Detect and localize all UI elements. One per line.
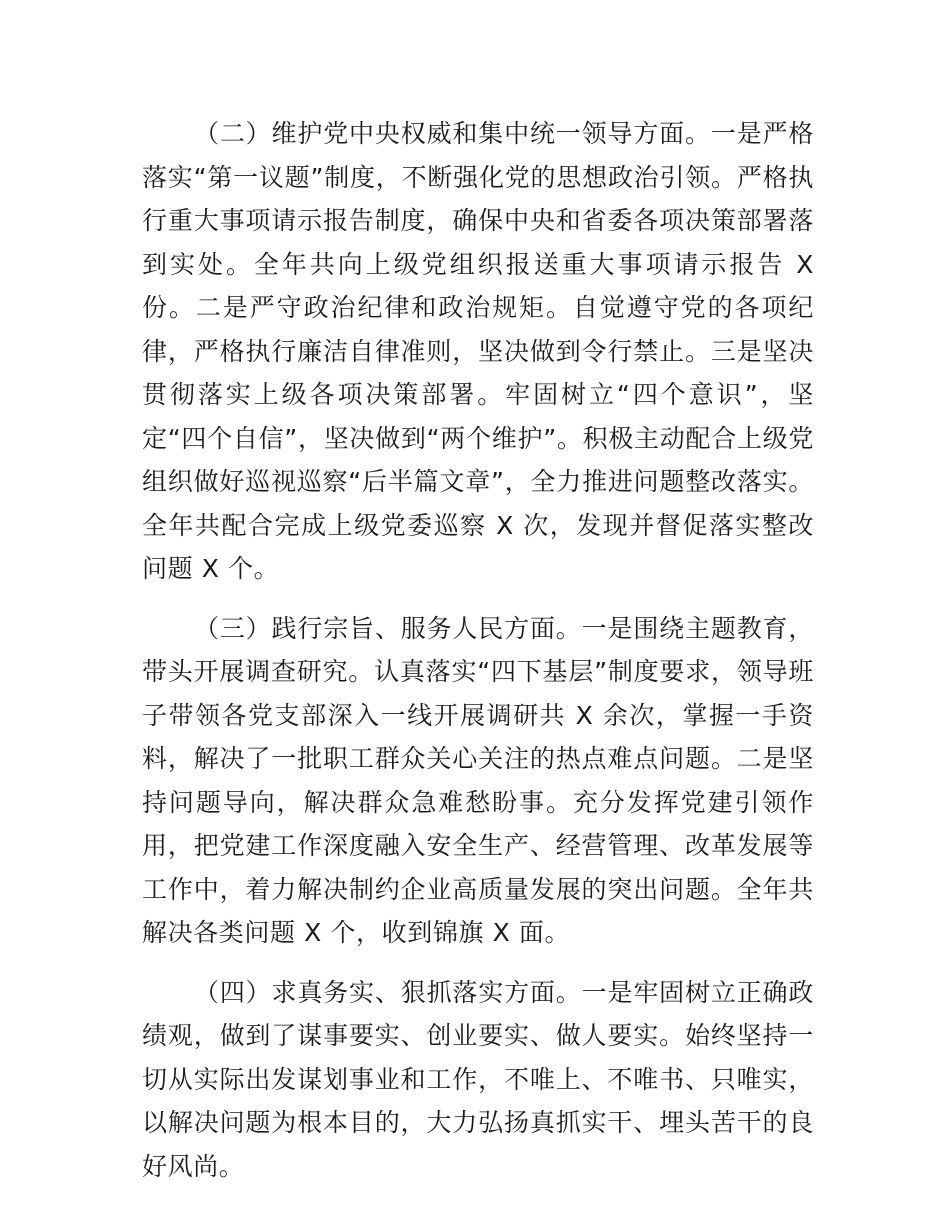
document-page	[142, 112, 814, 1204]
paragraph-practical-work: （四）求真务实、狠抓落实方面。一是牢固树立正确政绩观，做到了谋事要实、创业要实、做人要实。始终坚持一切从实际出发谋划事业和工作，不唯上、不唯书、只唯实，以解决问题为根本目的，大力弘扬真抓实干、埋头苦干的良好风尚。	[142, 977, 814, 1181]
paragraph-serving-people: （三）践行宗旨、服务人民方面。一是围绕主题教育，带头开展调查研究。认真落实“四下基层”制度要求，领导班子带领各党支部深入一线开展调研共 X 余次，掌握一手资料，解决了一批职工群众关心关注的热点难点问题。二是坚持问题导向，解决群众急难愁盼事。充分发挥党建引领作用，把党建工作深度融入安全生产、经营管理、改革发展等工作中，着力解决制约企业高质量发展的突出问题。全年共解决各类问题 X 个，收到锦旗 X 面。	[142, 613, 814, 947]
paragraph-political-leadership: （二）维护党中央权威和集中统一领导方面。一是严格落实“第一议题”制度，不断强化党的思想政治引领。严格执行重大事项请示报告制度，确保中央和省委各项决策部署落到实处。全年共向上级党组织报送重大事项请示报告 X 份。二是严守政治纪律和政治规矩。自觉遵守党的各项纪律，严格执行廉洁自律准则，坚决做到令行禁止。三是坚决贯彻落实上级各项决策部署。牢固树立“四个意识”，坚定“四个自信”，坚决做到“两个维护”。积极主动配合上级党组织做好巡视巡察“后半篇文章”，全力推进问题整改落实。全年共配合完成上级党委巡察 X 次，发现并督促落实整改问题 X 个。	[142, 119, 814, 583]
